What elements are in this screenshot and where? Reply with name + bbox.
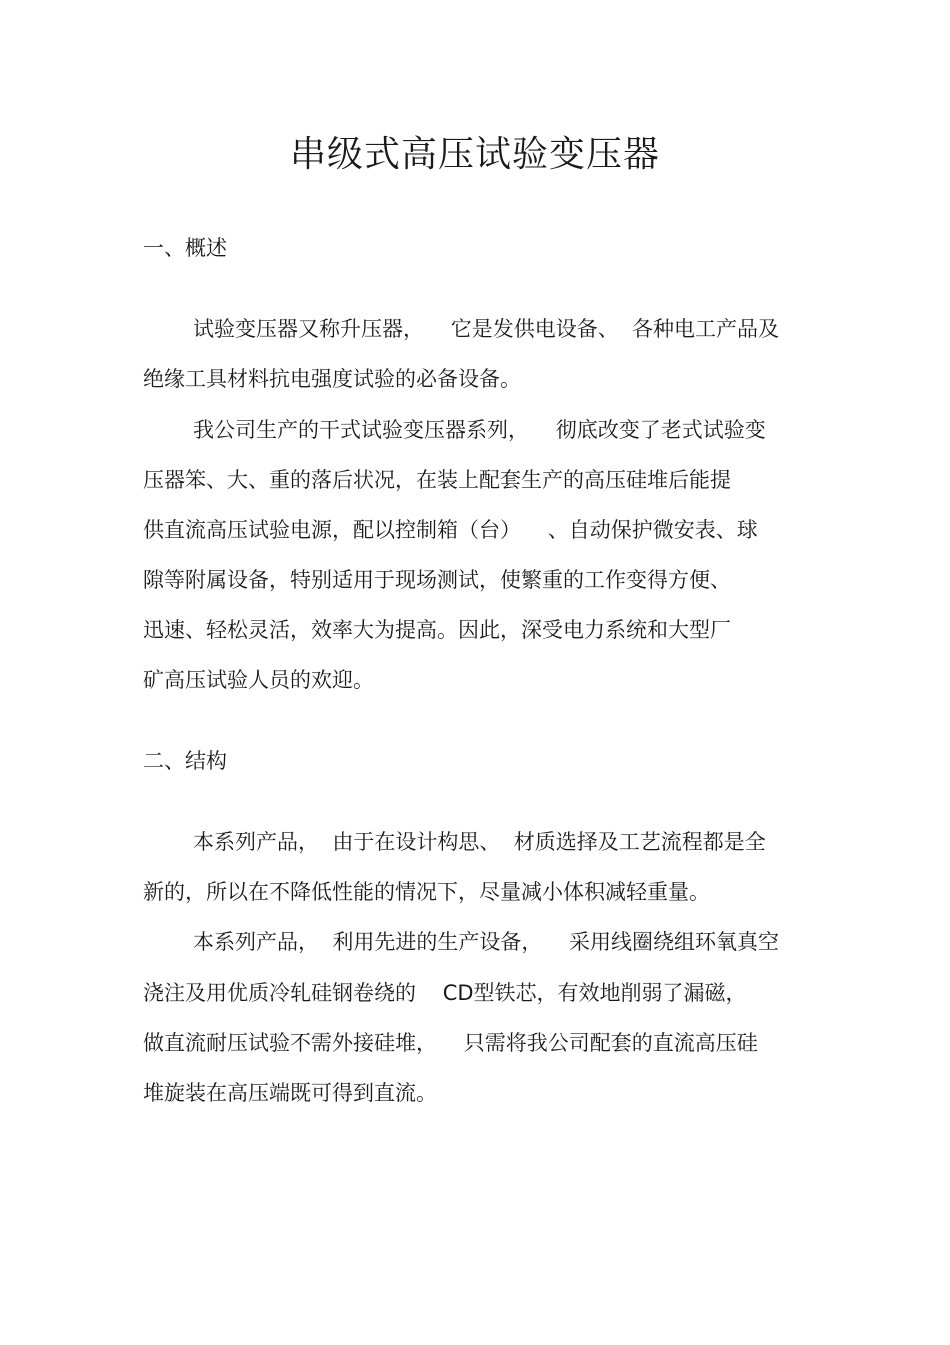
paragraph-line: 我公司生产的干式试验变压器系列， 彻底改变了老式试验变 xyxy=(193,418,766,442)
paragraph-line: 本系列产品， 利用先进的生产设备， 采用线圈绕组环氧真空 xyxy=(193,930,780,954)
paragraph-line: 新的，所以在不降低性能的情况下，尽量减小体积减轻重量。 xyxy=(143,880,710,904)
section-heading-structure: 二、结构 xyxy=(143,749,227,773)
paragraph-line: 试验变压器又称升压器， 它是发供电设备、 各种电工产品及 xyxy=(193,317,780,341)
paragraph-line: 迅速、轻松灵活，效率大为提高。因此，深受电力系统和大型厂 xyxy=(143,618,731,642)
paragraph-line: 堆旋装在高压端既可得到直流。 xyxy=(143,1081,437,1105)
paragraph-line: 绝缘工具材料抗电强度试验的必备设备。 xyxy=(143,367,521,391)
paragraph-line: 本系列产品， 由于在设计构思、 材质选择及工艺流程都是全 xyxy=(193,830,766,854)
paragraph-line: 做直流耐压试验不需外接硅堆， 只需将我公司配套的直流高压硅 xyxy=(143,1031,758,1055)
paragraph-line: 矿高压试验人员的欢迎。 xyxy=(143,668,374,692)
section-heading-overview: 一、概述 xyxy=(143,236,227,260)
paragraph-line: 隙等附属设备，特别适用于现场测试，使繁重的工作变得方便、 xyxy=(143,568,731,592)
paragraph-line: 供直流高压试验电源，配以控制箱（台） 、自动保护微安表、球 xyxy=(143,518,758,542)
document-title: 串级式高压试验变压器 xyxy=(289,134,660,175)
paragraph-line: 压器笨、大、重的落后状况，在装上配套生产的高压硅堆后能提 xyxy=(143,468,731,492)
paragraph-line: 浇注及用优质冷轧硅钢卷绕的 CD型铁芯，有效地削弱了漏磁， xyxy=(143,981,747,1005)
